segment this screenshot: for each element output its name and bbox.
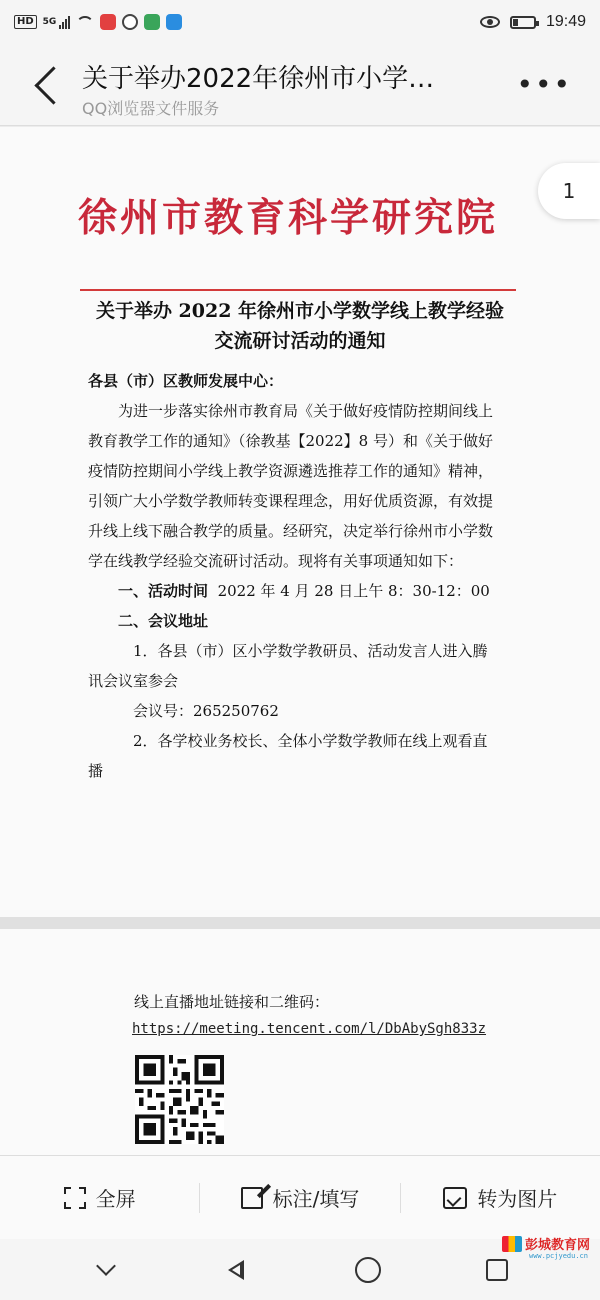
bulb-notification-icon — [166, 14, 182, 30]
edit-icon — [241, 1187, 263, 1209]
sub-item-1: 1．各县（市）区小学数学教研员、活动发言人进入腾讯会议室参会 — [88, 642, 488, 690]
annotate-label: 标注/填写 — [272, 1187, 360, 1211]
notice-title — [80, 296, 520, 356]
nav-home-icon[interactable] — [355, 1257, 381, 1283]
convert-to-image-button[interactable] — [401, 1183, 600, 1212]
watermark-url: www.pcjyedu.cn — [528, 1252, 588, 1260]
document-page-2 — [0, 929, 600, 1155]
page-separator — [0, 917, 600, 929]
sub-item-2: 2．各学校业务校长、全体小学数学教师在线上观看直播 — [88, 732, 488, 780]
live-stream-label: 线上直播地址链接和二维码： — [134, 993, 330, 1011]
signal-icon — [59, 15, 70, 29]
greeting: 各县（市）区教师发展中心： — [88, 372, 284, 390]
organization-name: 徐州市教育科学研究院 — [78, 195, 499, 241]
nav-recents-icon[interactable] — [486, 1259, 508, 1281]
chevron-down-icon[interactable] — [93, 1257, 119, 1283]
fullscreen-label: 全屏 — [95, 1187, 136, 1211]
app-header — [0, 44, 600, 126]
watermark-logo — [502, 1234, 590, 1253]
app-notification-icon — [100, 14, 116, 30]
convert-to-image-label: 转为图片 — [477, 1187, 558, 1211]
item-2-label: 二、会议地址 — [118, 612, 209, 630]
status-bar — [0, 0, 600, 44]
wifi-icon — [76, 16, 94, 28]
back-button[interactable] — [32, 66, 58, 104]
image-icon — [443, 1187, 467, 1209]
bottom-toolbar — [0, 1155, 600, 1239]
meeting-id: 会议号：265250762 — [133, 702, 279, 720]
watermark-name: 彭城教育网 — [524, 1238, 590, 1253]
live-stream-link[interactable]: https://meeting.tencent.com/l/DbAbySgh833z — [132, 1021, 487, 1037]
notice-title-line-1: 关于举办 2022 年徐州市小学数学线上教学经验 — [95, 300, 505, 322]
chat-notification-icon — [122, 14, 138, 30]
fullscreen-icon — [64, 1187, 86, 1209]
notice-body — [88, 366, 500, 786]
notice-title-line-2: 交流研讨活动的通知 — [214, 330, 386, 352]
hd-indicator: HD — [14, 15, 37, 29]
nav-back-icon[interactable] — [224, 1257, 250, 1283]
home-notification-icon — [144, 14, 160, 30]
red-divider — [80, 289, 516, 291]
page-title: 关于举办2022年徐州市小学… — [82, 64, 435, 94]
paragraph-1: 为进一步落实徐州市教育局《关于做好疫情防控期间线上教育教学工作的通知》（徐教基【2022】8 号）和《关于做好疫情防控期间小学线上教学资源遴选推荐工作的通知》精神，引领广大小学数学教师转变课程理念，用好优质资源，有效提升线上线下融合教学的质量。经研究，决定举行徐州市小学数学在线教学经验交流研讨活动。现将有关事项通知如下： — [88, 402, 494, 570]
page-indicator[interactable]: 1 — [538, 163, 600, 219]
fullscreen-button[interactable] — [0, 1183, 199, 1212]
item-1 — [88, 576, 500, 606]
qr-code-image — [135, 1055, 224, 1144]
annotate-button[interactable] — [200, 1183, 399, 1212]
page-subtitle: QQ浏览器文件服务 — [82, 99, 220, 118]
network-type: 5G — [42, 17, 57, 27]
item-1-value: 2022 年 4 月 28 日上午 8：30-12：00 — [217, 582, 490, 600]
book-icon — [502, 1236, 522, 1252]
item-1-label: 一、活动时间 — [118, 582, 209, 600]
clock: 19:49 — [545, 13, 586, 30]
battery-icon — [510, 16, 536, 29]
eye-comfort-icon — [480, 16, 500, 28]
more-menu-button[interactable]: ••• — [516, 68, 572, 101]
